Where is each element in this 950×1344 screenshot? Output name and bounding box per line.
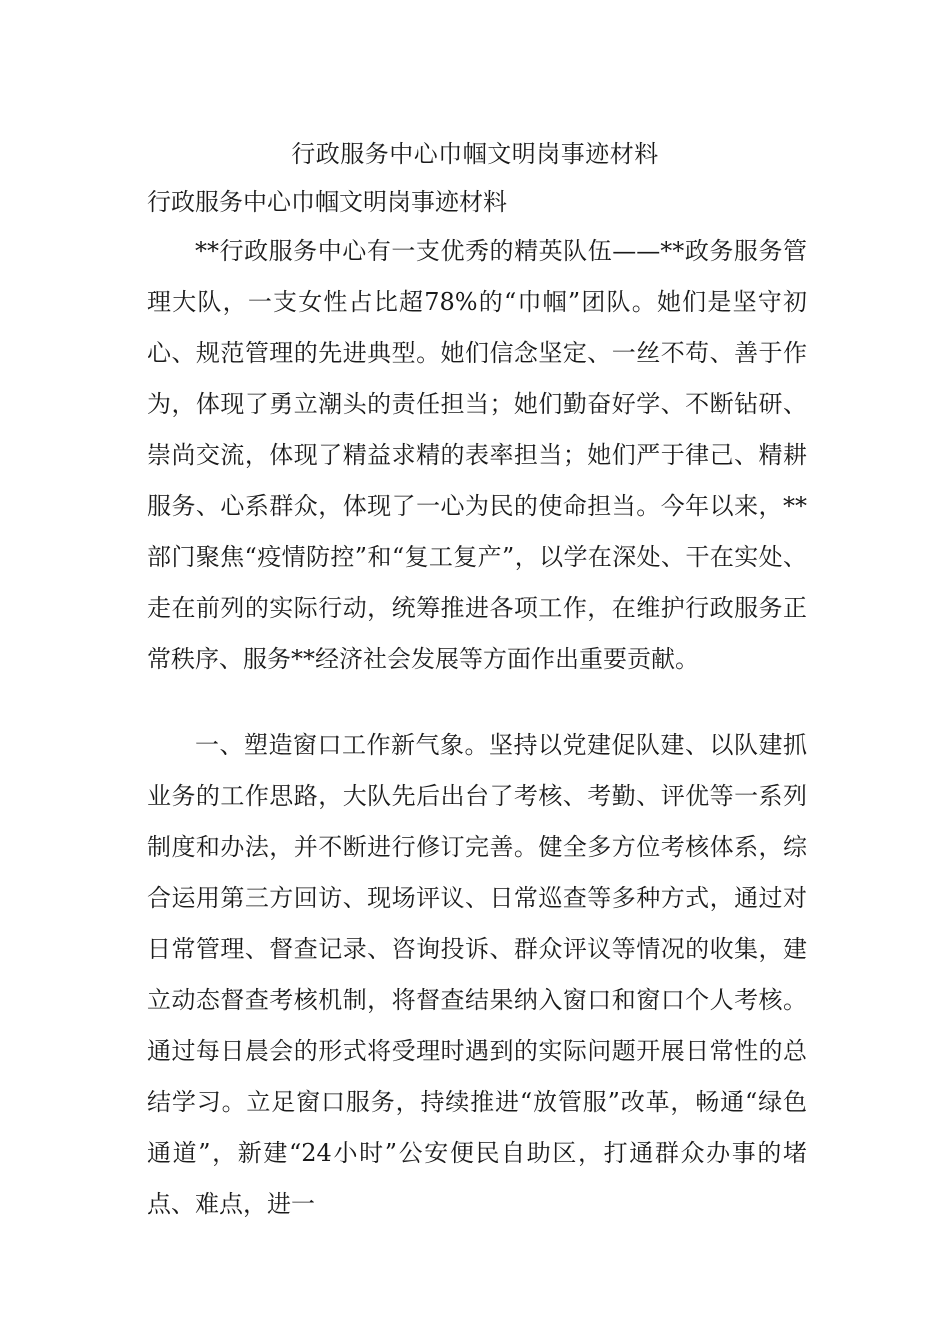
body-paragraph: 一、塑造窗口工作新气象。坚持以党建促队建、以队建抓业务的工作思路，大队先后出台了考核、考勤、评优等一系列制度和办法，并不断进行修订完善。健全多方位考核体系，综合运用第三方回访、现场评议、日常巡查等多种方式，通过对日常管理、督查记录、咨询投诉、群众评议等情况的收集，建立动态督查考核机制，将督查结果纳入窗口和窗口个人考核。通过每日晨会的形式将受理时遇到的实际问题开展日常性的总结学习。立足窗口服务，持续推进“放管服”改革，畅通“绿色通道”，新建“24小时”公安便民自助区，打通群众办事的堵点、难点，进一 — [147, 731, 807, 1218]
document-title: 行政服务中心巾帼文明岗事迹材料 — [291, 140, 659, 168]
body-paragraph: **行政服务中心有一支优秀的精英队伍——**政务服务管理大队，一支女性占比超78%的“巾帼”团队。她们是坚守初心、规范管理的先进典型。她们信念坚定、一丝不苟、善于作为，体现了勇立潮头的责任担当；她们勤奋好学、不断钻研、崇尚交流，体现了精益求精的表率担当；她们严于律己、精耕服务、心系群众，体现了一心为民的使命担当。今年以来，**部门聚焦“疫情防控”和“复工复产”，以学在深处、干在实处、走在前列的实际行动，统筹推进各项工作，在维护行政服务正常秩序、服务**经济社会发展等方面作出重要贡献。 — [147, 237, 807, 673]
document-subtitle: 行政服务中心巾帼文明岗事迹材料 — [147, 188, 507, 216]
